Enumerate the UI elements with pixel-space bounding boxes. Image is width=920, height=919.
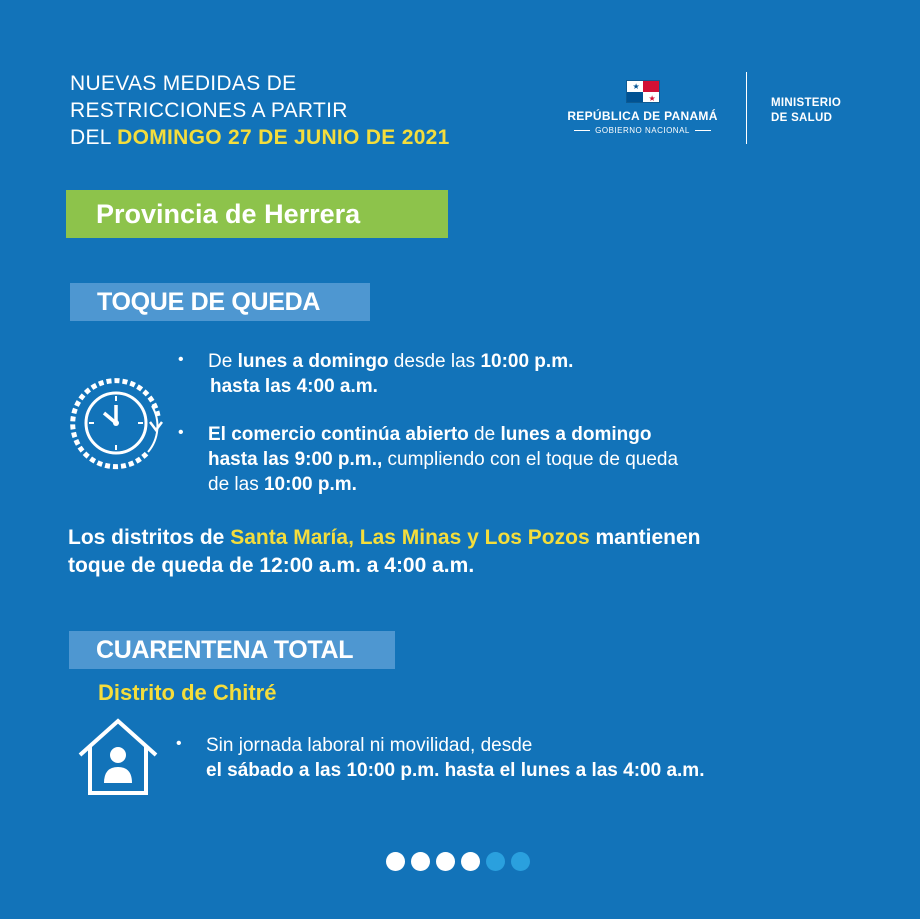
clock-icon: [70, 376, 168, 470]
headline-date: DOMINGO 27 DE JUNIO DE 2021: [117, 126, 450, 149]
bullet: •: [178, 351, 184, 368]
pagination-dot[interactable]: [486, 852, 505, 871]
text: de las: [208, 474, 264, 495]
text: hasta las 4:00 a.m.: [210, 376, 378, 397]
curfew-item-1: [178, 349, 574, 399]
quarantine-line1: Sin jornada laboral ni movilidad, desde: [206, 735, 533, 756]
districts-line2: toque de queda de 12:00 a.m. a 4:00 a.m.: [68, 554, 475, 577]
carousel-pagination: [386, 852, 530, 871]
text: de: [468, 424, 501, 445]
districts-line1: [68, 524, 858, 552]
curfew-item-1-line1: [208, 349, 573, 374]
text: cumpliendo con el toque de queda: [382, 449, 679, 470]
headline-line2: RESTRICCIONES A PARTIR: [70, 99, 348, 122]
curfew-heading: TOQUE DE QUEDA: [70, 283, 370, 321]
headline-prefix: DEL: [70, 126, 118, 149]
pagination-dot[interactable]: [411, 852, 430, 871]
panama-flag-icon: ★ ★: [626, 80, 660, 103]
curfew-item-1-line2: [208, 374, 573, 399]
bullet: •: [178, 424, 184, 441]
quarantine-item: [176, 733, 705, 783]
curfew-item-2-line3: [208, 472, 808, 497]
quarantine-line2: [206, 758, 704, 783]
pagination-dot[interactable]: [461, 852, 480, 871]
government-subtitle-text: GOBIERNO NACIONAL: [595, 126, 690, 135]
pagination-dot[interactable]: [386, 852, 405, 871]
text: Los distritos de: [68, 526, 231, 549]
logo-divider: [746, 72, 747, 144]
quarantine-heading: CUARENTENA TOTAL: [69, 631, 395, 669]
pagination-dot[interactable]: [436, 852, 455, 871]
government-title: REPÚBLICA DE PANAMÁ: [567, 109, 718, 123]
house-person-icon: [76, 717, 160, 797]
government-logo: [555, 80, 730, 135]
province-banner: Provincia de Herrera: [66, 190, 448, 238]
headline: [70, 70, 450, 151]
text: lunes a domingo: [237, 351, 389, 372]
districts-note: [68, 524, 858, 580]
curfew-item-2-line2: [208, 447, 808, 472]
headline-line1: NUEVAS MEDIDAS DE: [70, 72, 297, 95]
curfew-item-2-line1: [208, 422, 808, 447]
curfew-item-2: [178, 422, 808, 497]
district-names: Santa María, Las Minas y Los Pozos: [230, 526, 590, 549]
text: mantienen: [589, 526, 701, 549]
pagination-dot[interactable]: [511, 852, 530, 871]
bullet: •: [176, 735, 182, 752]
ministry-line2: DE SALUD: [771, 112, 833, 124]
quarantine-district: Distrito de Chitré: [98, 680, 277, 705]
text: desde las: [388, 351, 481, 372]
headline-line3: [70, 124, 450, 151]
text: lunes a domingo: [500, 424, 652, 445]
text: 10:00 p.m.: [263, 474, 357, 495]
text: el sábado a las 10:00 p.m. hasta el lunes a las 4:00 a.m.: [206, 760, 705, 781]
government-subtitle: [555, 126, 730, 135]
ministry-label: [771, 96, 841, 126]
text: 10:00 p.m.: [480, 351, 574, 372]
ministry-line1: MINISTERIO: [771, 97, 842, 109]
text: El comercio continúa abierto: [208, 424, 469, 445]
text: hasta las 9:00 p.m.,: [208, 449, 383, 470]
text: De: [208, 351, 238, 372]
